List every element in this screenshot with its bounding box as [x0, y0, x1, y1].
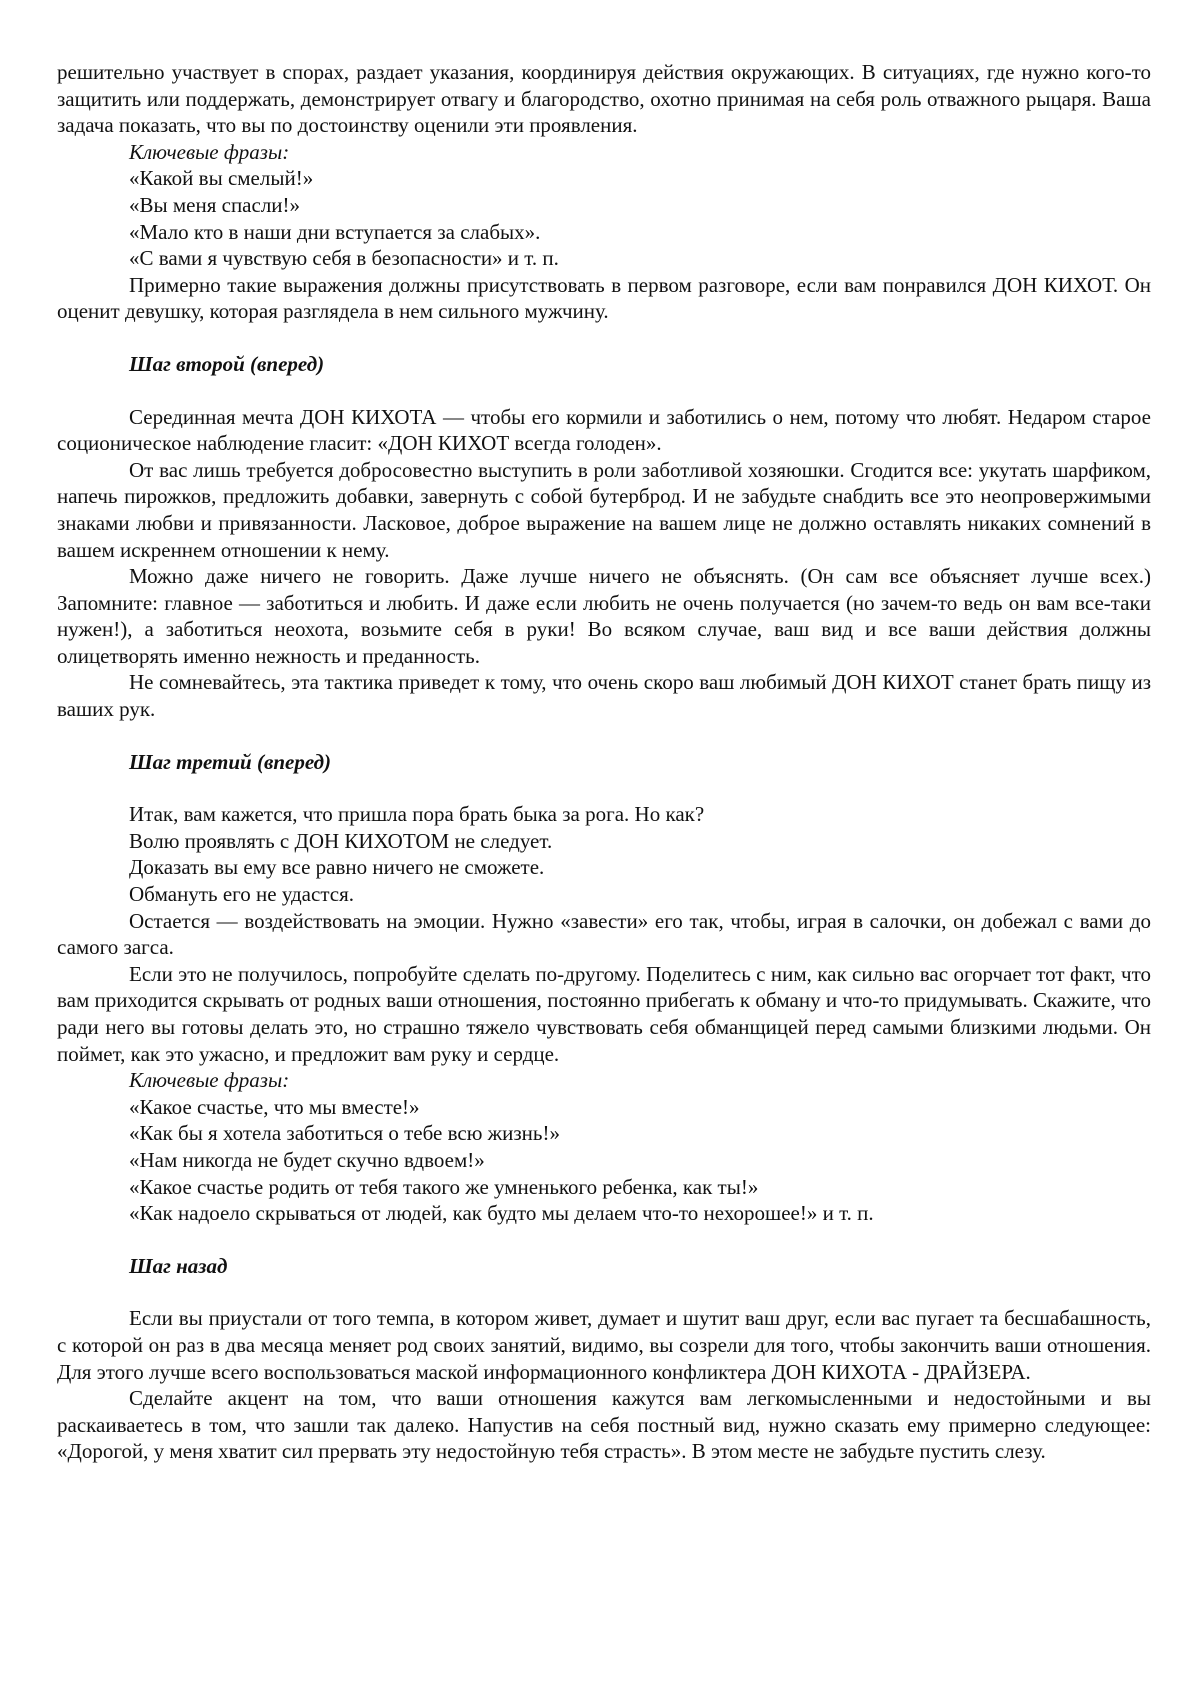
key-phrase: «Как надоело скрываться от людей, как будто мы делаем что-то нехорошее!» и т. п.	[129, 1201, 874, 1226]
text-line: Итак, вам кажется, что пришла пора брать быка за рога. Но как?	[129, 802, 705, 827]
key-phrase: «Какое счастье родить от тебя такого же умненького ребенка, как ты!»	[129, 1174, 759, 1199]
key-phrases-label: Ключевые фразы:	[129, 139, 290, 164]
key-phrase: «Нам никогда не будет скучно вдвоем!»	[129, 1147, 485, 1172]
section-heading: Шаг третий (вперед)	[129, 749, 332, 774]
paragraph: решительно участвует в спорах, раздает указания, координируя действия окружающих. В ситуациях, где нужно кого-то защитить или поддержать, демонстрирует отвагу и благородство, охотно принимая на себя роль отважного рыцаря. Ваша задача показать, что вы по достоинству оценили эти проявления.	[57, 60, 1151, 138]
key-phrase: «Вы меня спасли!»	[129, 192, 301, 217]
paragraph: Можно даже ничего не говорить. Даже лучше ничего не объяснять. (Он сам все объясняет лучше всех.) Запомните: главное — заботиться и любить. И даже если любить не очень получается (но зачем-то ведь он вам все-таки нужен!), а заботиться неохота, возьмите себя в руки! Во всяком случае, ваш вид и все ваши действия должны олицетворять именно нежность и преданность.	[57, 564, 1151, 668]
paragraph: Примерно такие выражения должны присутствовать в первом разговоре, если вам понравился ДОН КИХОТ. Он оценит девушку, которая разглядела в нем сильного мужчину.	[57, 272, 1151, 324]
paragraph: От вас лишь требуется добросовестно выступить в роли заботливой хозяюшки. Сгодится все: укутать шарфиком, напечь пирожков, предложить добавки, завернуть с собой бутерброд. И не забудьте снабдить все это неопровержимыми знаками любви и привязанности. Ласковое, доброе выражение на вашем лице не должно оставлять никаких сомнений в вашем искреннем отношении к нему.	[57, 457, 1151, 562]
section-heading: Шаг второй (вперед)	[129, 351, 325, 376]
text-line: Обмануть его не удастся.	[129, 882, 354, 907]
key-phrase: «Как бы я хотела заботиться о тебе всю жизнь!»	[129, 1121, 560, 1146]
paragraph: Остается — воздействовать на эмоции. Нужно «завести» его так, чтобы, играя в салочки, он добежал с вами до самого загса.	[57, 908, 1151, 960]
paragraph: Если вы приустали от того темпа, в котором живет, думает и шутит ваш друг, если вас пугает та бесшабашность, с которой он раз в два месяца меняет род своих занятий, видимо, вы созрели для того, чтобы закончить ваши отношения. Для этого лучше всего воспользоваться маской информационного конфликтера ДОН КИХОТА - ДРАЙЗЕРА.	[57, 1306, 1151, 1384]
key-phrase: «С вами я чувствую себя в безопасности» и т. п.	[129, 246, 559, 271]
section-heading: Шаг назад	[129, 1253, 228, 1278]
key-phrase: «Какое счастье, что мы вместе!»	[129, 1094, 420, 1119]
paragraph: Сделайте акцент на том, что ваши отношения кажутся вам легкомысленными и недостойными и вы раскаиваетесь в том, что зашли так далеко. Напустив на себя постный вид, нужно сказать ему примерно следующее: «Дорогой, у меня хватит сил прервать эту недостойную тебя страсть». В этом месте не забудьте пустить слезу.	[57, 1386, 1151, 1464]
key-phrase: «Мало кто в наши дни вступается за слабых».	[129, 219, 541, 244]
paragraph: Серединная мечта ДОН КИХОТА — чтобы его кормили и заботились о нем, потому что любят. Недаром старое соционическое наблюдение гласит: «ДОН КИХОТ всегда голоден».	[57, 404, 1151, 456]
text-line: Доказать вы ему все равно ничего не сможете.	[129, 855, 545, 880]
paragraph: Не сомневайтесь, эта тактика приведет к тому, что очень скоро ваш любимый ДОН КИХОТ станет брать пищу из ваших рук.	[57, 670, 1151, 722]
paragraph: Если это не получилось, попробуйте сделать по-другому. Поделитесь с ним, как сильно вас огорчает тот факт, что вам приходится скрывать от родных ваши отношения, постоянно прибегать к обману и что-то придумывать. Скажите, что ради него вы готовы делать это, но страшно тяжело чувствовать себя обманщицей перед самыми близкими людьми. Он поймет, как это ужасно, и предложит вам руку и сердце.	[57, 961, 1151, 1066]
key-phrase: «Какой вы смелый!»	[129, 166, 314, 191]
text-line: Волю проявлять с ДОН КИХОТОМ не следует.	[129, 828, 553, 853]
key-phrases-label: Ключевые фразы:	[129, 1068, 290, 1093]
